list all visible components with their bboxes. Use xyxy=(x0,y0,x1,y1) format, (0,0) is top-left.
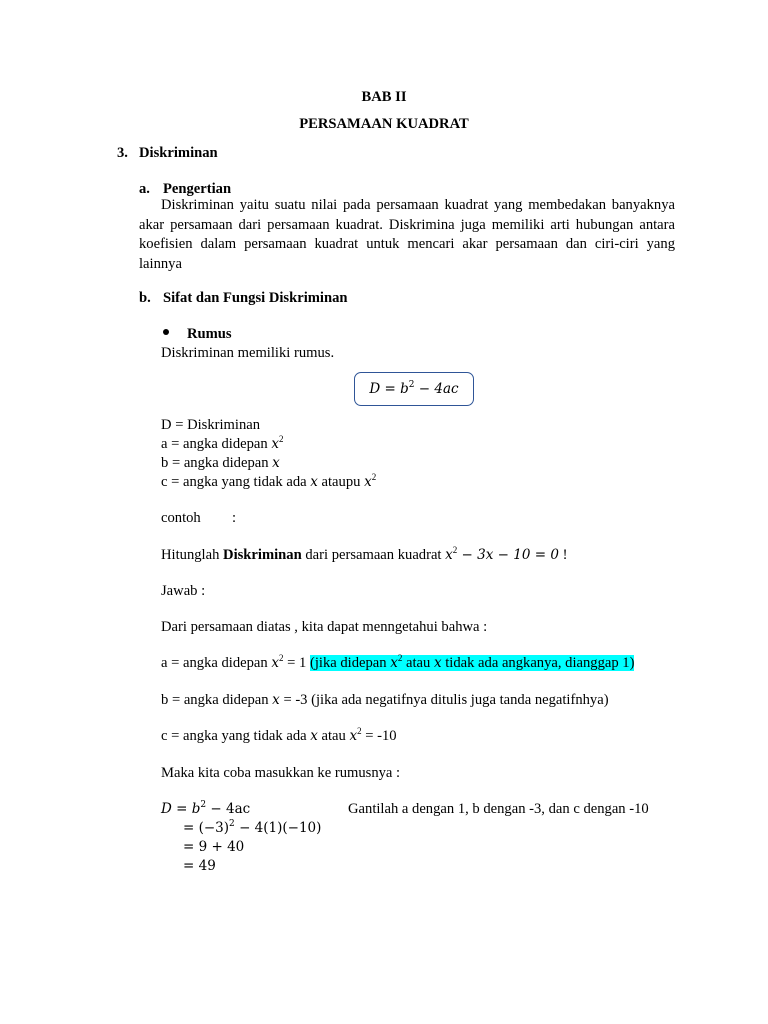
answer-intro: Dari persamaan diatas , kita dapat menngetahui bahwa : xyxy=(161,619,488,635)
subsection-b-title: Sifat dan Fungsi Diskriminan xyxy=(163,290,348,306)
solution-a: a = angka didepan $x^2 = 1$ (jika didepan $x^2$ atau x tidak ada angkanya, dianggap 1) xyxy=(161,653,635,671)
highlighted-note: (jika didepan $x^2$ atau x tidak ada angkanya, dianggap 1) xyxy=(309,653,635,671)
calc-line-3: = 9 + 40 xyxy=(183,839,245,855)
substitute-intro: Maka kita coba masukkan ke rumusnya : xyxy=(161,765,401,781)
bullet-dot-icon xyxy=(163,329,169,335)
section-title: Diskriminan xyxy=(139,145,218,161)
rumus-intro: Diskriminan memiliki rumus. xyxy=(161,345,335,361)
example-label: contoh xyxy=(161,510,201,526)
subsection-a-title: Pengertian xyxy=(163,181,232,197)
subsection-a-letter: a. xyxy=(139,181,150,197)
definition-a: a = angka didepan $x^2$ xyxy=(161,434,284,452)
calc-line-1: $D = b^2 - 4ac$ xyxy=(161,800,251,817)
definition-paragraph: Diskriminan yaitu suatu nilai pada persamaan kuadrat yang membedakan banyaknya akar persamaan dari persamaan kuadrat. Diskrimina juga memiliki arti hubungan antara koefisien dalam persamaan kuadrat untuk mencari akar persamaan dan ciri-ciri yang lainnya xyxy=(139,197,675,272)
definition-c: c = angka yang tidak ada x ataupu $x^2$ xyxy=(161,472,377,490)
definition-b: b = angka didepan x xyxy=(161,455,280,471)
definition-d: D = Diskriminan xyxy=(161,417,261,433)
answer-label: Jawab : xyxy=(161,583,206,599)
solution-b: b = angka didepan x = -3 (jika ada negatifnya ditulis juga tanda negatifnhya) xyxy=(161,692,609,708)
calc-line-4: = 49 xyxy=(183,858,216,874)
formula-box xyxy=(354,372,474,406)
section-number: 3. xyxy=(117,145,128,161)
calc-line-2: = $(-3)^2 - 4(1)(-10)$ xyxy=(183,819,322,836)
page-title: PERSAMAAN KUADRAT xyxy=(299,116,469,132)
example-question: Hitunglah Diskriminan dari persamaan kuadrat $x^2 - 3x - 10 = 0$ ! xyxy=(161,545,568,563)
chapter-heading: BAB II xyxy=(361,89,407,105)
subsection-b-letter: b. xyxy=(139,290,151,306)
calc-note: Gantilah a dengan 1, b dengan -3, dan c dengan -10 xyxy=(348,801,649,817)
solution-c: c = angka yang tidak ada x atau $x^2 = -10$ xyxy=(161,726,397,744)
example-colon: : xyxy=(232,510,237,526)
formula: $D = b^2 - 4ac$ xyxy=(369,380,459,397)
rumus-heading: Rumus xyxy=(187,326,232,342)
